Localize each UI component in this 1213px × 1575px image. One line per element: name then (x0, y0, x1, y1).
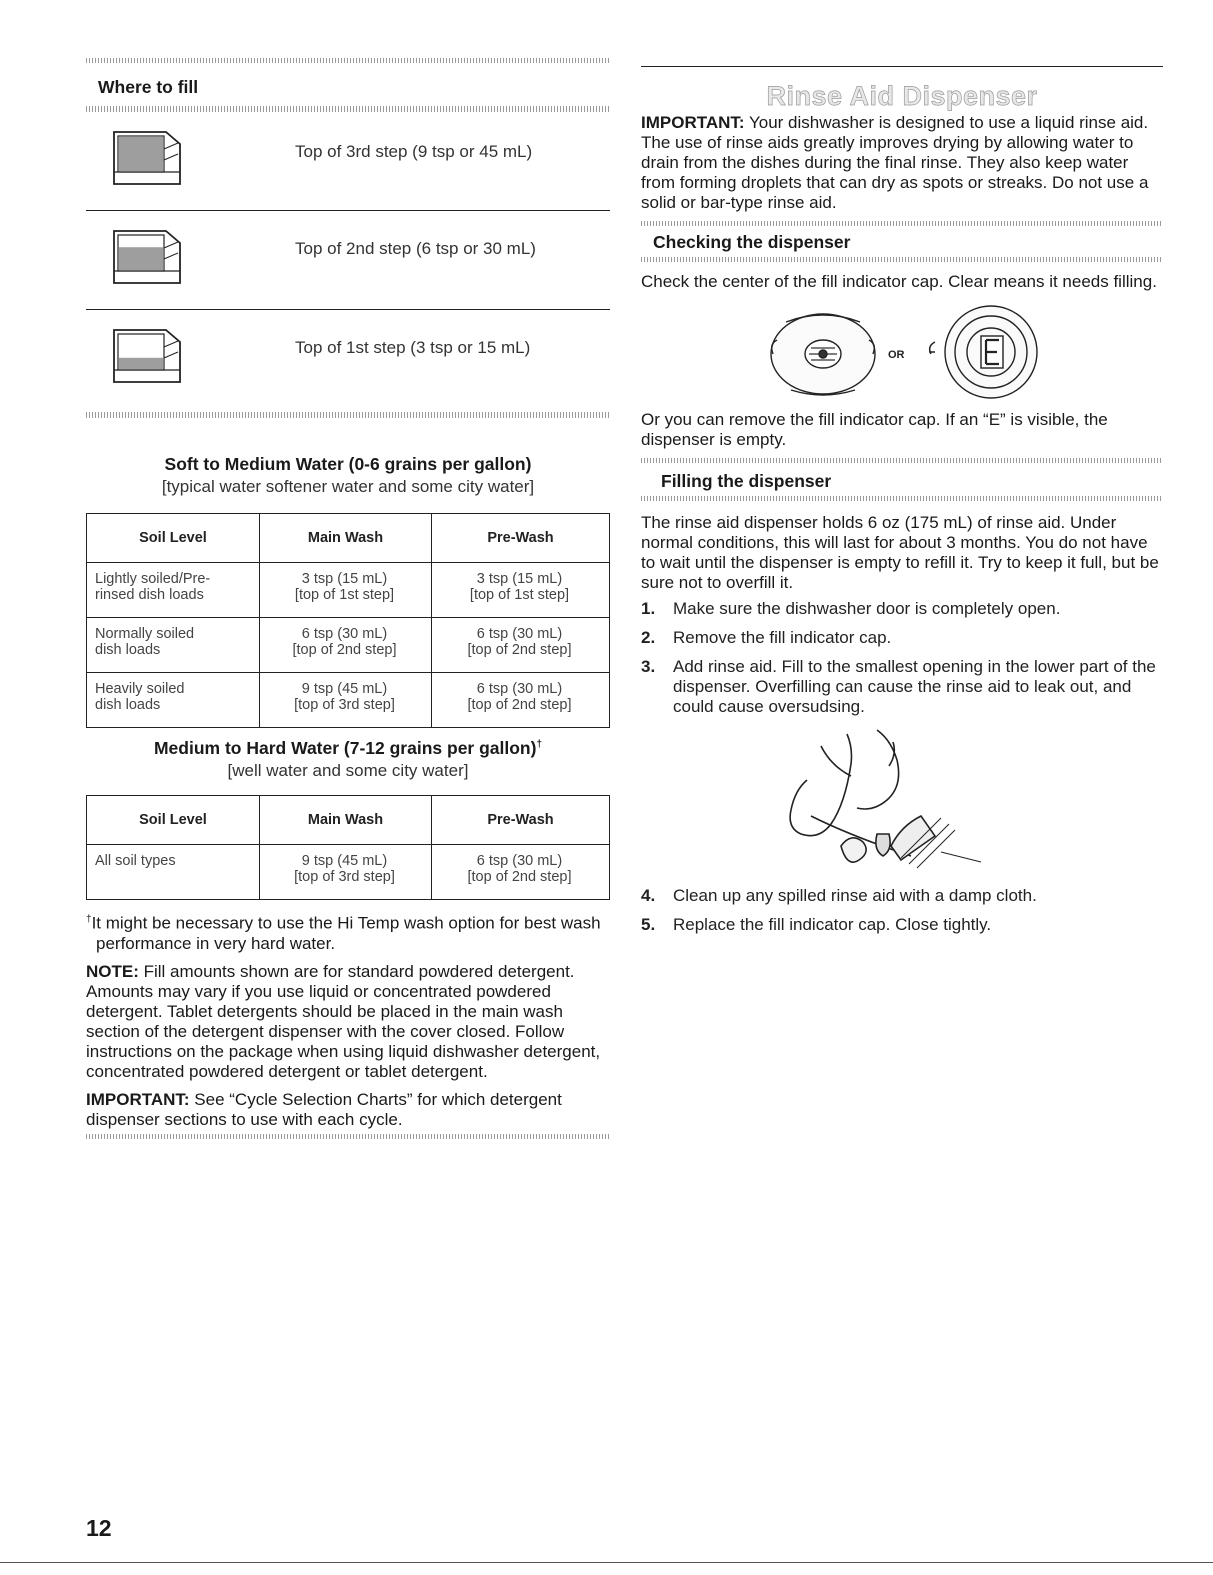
table-header-cell: Main Wash (260, 796, 432, 845)
dotted-divider (86, 1134, 610, 1139)
dotted-divider (86, 412, 610, 418)
hard-water-table (86, 795, 610, 900)
table-header-row (87, 514, 610, 563)
dotted-divider (641, 496, 1163, 501)
rinse-important-paragraph (641, 113, 1163, 213)
important-label: IMPORTANT: (86, 1089, 190, 1109)
note-paragraph (86, 962, 610, 1082)
step-text: Clean up any spilled rinse aid with a damp cloth. (673, 886, 1037, 905)
table2-subtitle: [well water and some city water] (227, 761, 469, 780)
checking-after-text: Or you can remove the fill indicator cap. If an “E” is visible, the dispenser is empty. (641, 410, 1108, 449)
or-label: OR (888, 349, 905, 361)
filling-steps (641, 599, 1163, 717)
step-item (641, 657, 1163, 717)
note-label: NOTE: (86, 961, 139, 981)
fill-level-row (86, 310, 610, 408)
table-header-cell: Pre-Wash (432, 514, 610, 563)
step-number: 4. (641, 886, 656, 905)
where-to-fill-heading: Where to fill (98, 77, 199, 97)
section-title: Rinse Aid Dispenser (766, 81, 1038, 111)
section-rule (641, 66, 1163, 67)
footnote (86, 910, 610, 954)
note-text: Fill amounts shown are for standard powdered detergent. Amounts may vary if you use liquid or concentrated powdered detergent. Tablet detergents should be placed in the main wash section of the detergent dispenser with the cover closed. Follow instructions on the package when using liquid dishwasher detergent, concentrated powdered detergent or tablet detergent. (86, 961, 601, 1081)
step-item (641, 886, 1163, 906)
table-row (87, 845, 610, 900)
step-text: Make sure the dishwasher door is completely open. (673, 599, 1061, 618)
filling-heading: Filling the dispenser (661, 471, 832, 491)
footnote-text: It might be necessary to use the Hi Temp wash option for best wash performance in very hard water. (91, 913, 601, 953)
table2-title-text: Medium to Hard Water (7-12 grains per gallon) (153, 738, 537, 758)
page-number: 12 (86, 1515, 112, 1541)
filling-intro: The rinse aid dispenser holds 6 oz (175 mL) of rinse aid. Under normal conditions, this will last for about 3 months. You do not have to wait until the dispenser is empty to refill it. Try to keep it full, but be sure not to overfill it. (641, 513, 1159, 592)
detergent-fill (119, 247, 163, 270)
detergent-cup-icon (108, 126, 186, 188)
e-cap-icon (929, 306, 1037, 398)
table-row (87, 618, 610, 673)
step-text: Add rinse aid. Fill to the smallest opening in the lower part of the dispenser. Overfilling can cause the rinse aid to leak out, and could cause oversudsing. (673, 657, 1156, 716)
detergent-cup-icon (108, 225, 186, 287)
detergent-fill (119, 358, 163, 369)
step-number: 3. (641, 657, 656, 676)
left-column (86, 58, 610, 1139)
page-bottom-rule (0, 1562, 1213, 1565)
filling-steps-continued (641, 886, 1163, 935)
fill-level-label: Top of 2nd step (6 tsp or 30 mL) (295, 239, 536, 258)
step-text: Remove the fill indicator cap. (673, 628, 892, 647)
table-cell: 9 tsp (45 mL) [top of 3rd step] (260, 673, 432, 728)
step-item (641, 628, 1163, 648)
detergent-fill (119, 137, 163, 171)
important-text: See “Cycle Selection Charts” for which detergent dispenser sections to use with each cycle. (86, 1089, 562, 1129)
table-cell: All soil types (87, 845, 260, 900)
table1-subtitle: [typical water softener water and some city water] (161, 477, 535, 496)
rinse-aid-pour-illustration (641, 726, 1163, 886)
rinse-important-label: IMPORTANT: (641, 113, 745, 132)
fill-level-label: Top of 3rd step (9 tsp or 45 mL) (295, 142, 533, 161)
soft-water-table (86, 513, 610, 728)
table-header-cell: Soil Level (87, 796, 260, 845)
fill-indicator-caps (641, 302, 1163, 406)
table-cell: Lightly soiled/Pre- rinsed dish loads (87, 563, 260, 618)
fill-level-list (86, 112, 610, 408)
fill-indicator-caps-illustration (641, 302, 1163, 406)
table-cell: 9 tsp (45 mL) [top of 3rd step] (260, 845, 432, 900)
step-text: Replace the fill indicator cap. Close tightly. (673, 915, 992, 934)
checking-text: Check the center of the fill indicator cap. Clear means it needs filling. (641, 272, 1157, 291)
table-cell: Normally soiled dish loads (87, 618, 260, 673)
table-row (87, 563, 610, 618)
table-cell: 6 tsp (30 mL) [top of 2nd step] (432, 845, 610, 900)
checking-heading: Checking the dispenser (653, 232, 851, 252)
footnote-mark: † (86, 914, 92, 925)
step-number: 5. (641, 915, 656, 934)
step-item (641, 915, 1163, 935)
dotted-divider (641, 257, 1163, 262)
step-number: 2. (641, 628, 656, 647)
table2-title (86, 738, 610, 759)
table-header-cell: Pre-Wash (432, 796, 610, 845)
table-cell: Heavily soiled dish loads (87, 673, 260, 728)
table-header-cell: Main Wash (260, 514, 432, 563)
table-cell: 6 tsp (30 mL) [top of 2nd step] (432, 673, 610, 728)
right-column (641, 58, 1163, 944)
fill-level-row (86, 112, 610, 210)
step-item (641, 599, 1163, 619)
fill-level-row (86, 211, 610, 309)
table-cell: 3 tsp (15 mL) [top of 1st step] (260, 563, 432, 618)
rinse-important-text: Your dishwasher is designed to use a liquid rinse aid. The use of rinse aids greatly improves drying by allowing water to drain from the dishes during the final rinse. They also keep water from forming droplets that can dry as spots or streaks. Do not use a solid or bar-type rinse aid. (641, 113, 1149, 212)
table-cell: 3 tsp (15 mL) [top of 1st step] (432, 563, 610, 618)
table-cell: 6 tsp (30 mL) [top of 2nd step] (260, 618, 432, 673)
table1-title: Soft to Medium Water (0-6 grains per gallon) (164, 454, 532, 474)
table-header-cell: Soil Level (87, 514, 260, 563)
important-paragraph (86, 1090, 610, 1130)
detergent-cup-icon (108, 324, 186, 386)
dagger-mark: † (536, 739, 543, 751)
step-number: 1. (641, 599, 656, 618)
clear-cap-icon (771, 314, 875, 395)
table-header-row (87, 796, 610, 845)
table-row (87, 673, 610, 728)
fill-level-label: Top of 1st step (3 tsp or 15 mL) (295, 338, 531, 357)
table-cell: 6 tsp (30 mL) [top of 2nd step] (432, 618, 610, 673)
